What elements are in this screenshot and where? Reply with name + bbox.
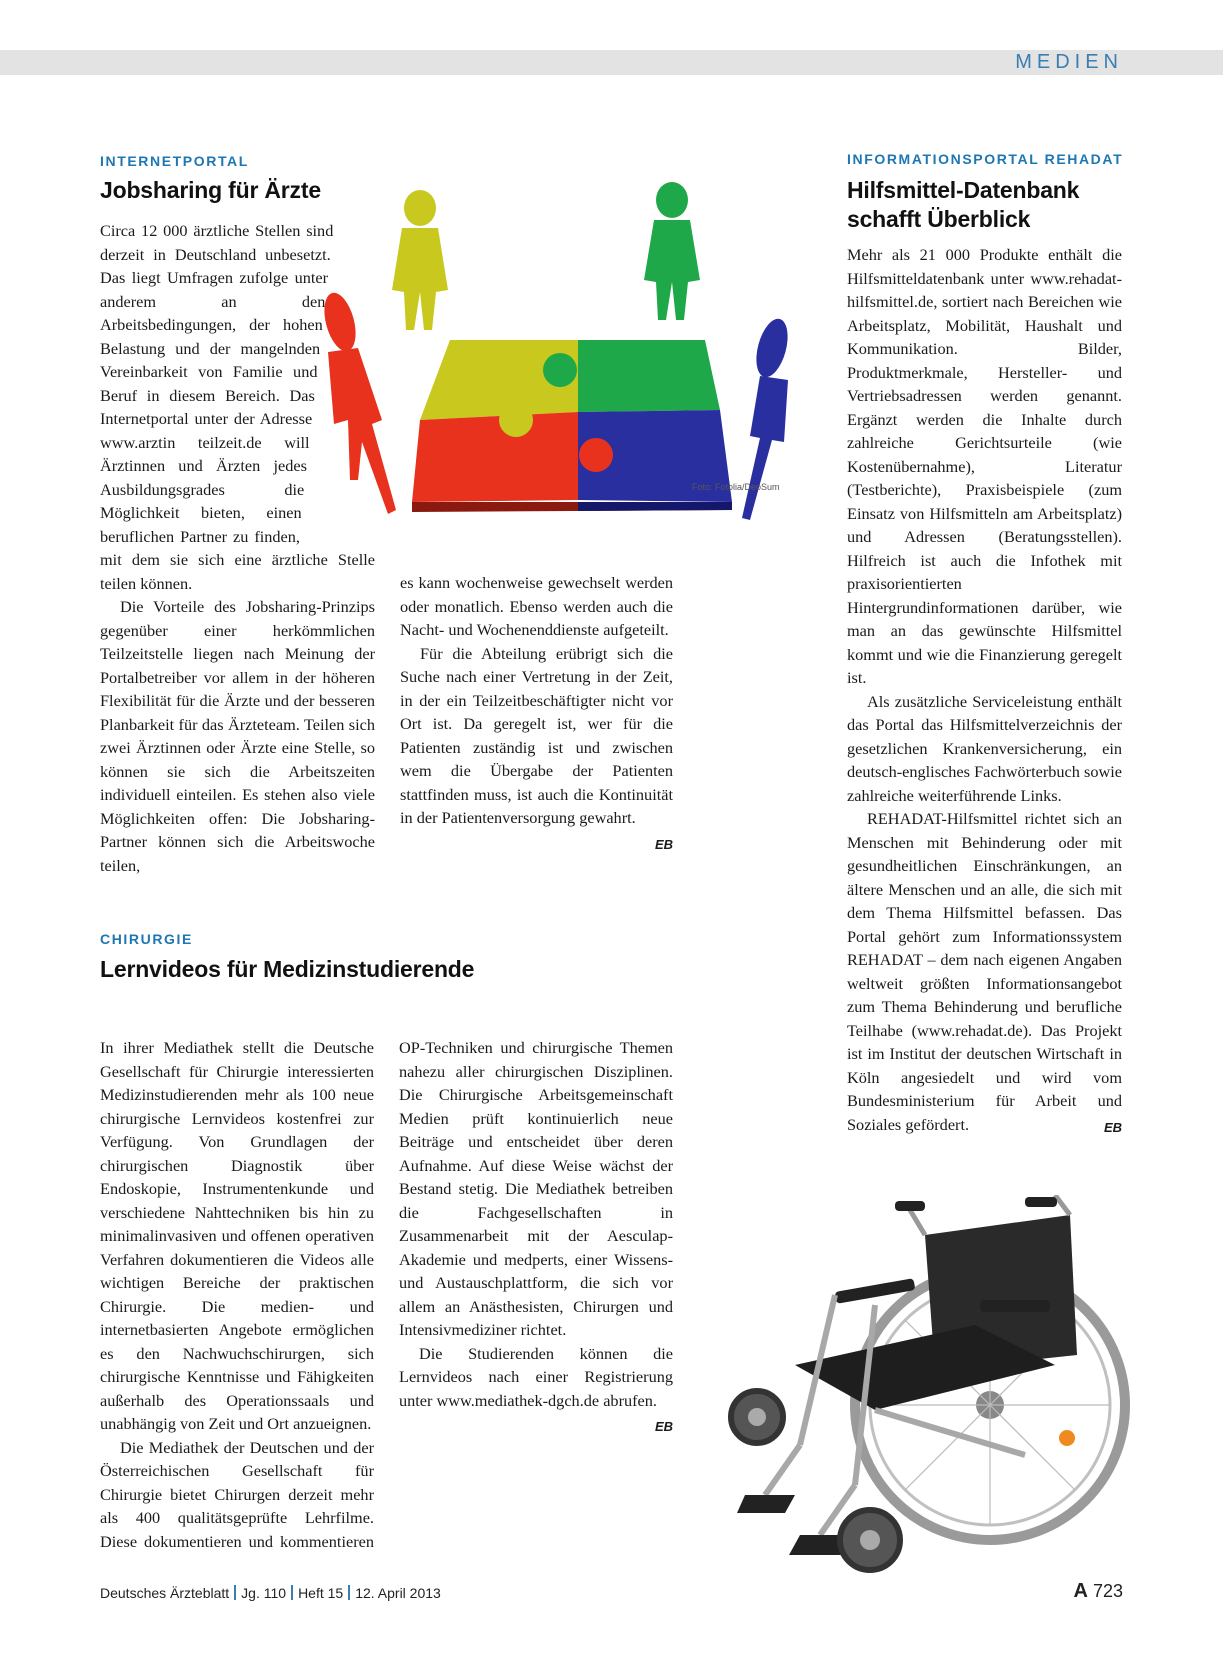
figure-yellow [392, 190, 448, 330]
article1-kicker: INTERNETPORTAL [100, 153, 249, 169]
article2-paragraph: Die Mediathek der Deutschen und der Österreichischen Gesellschaft für Chirurgie bietet Chirurgen derzeit mehr als 400 qualitätsgeprüfte Lehrfilme. Diese dokumentieren und kommentieren OP-Techniken und chirurgische Themen nahezu aller chirurgischen Disziplinen. Die Chirurgische Arbeitsgemeinschaft Medien prüft kontinuierlich neue Beiträge und entscheidet über deren Aufnahme. Auf diese Weise wächst der Bestand stetig. Die Mediathek betreiben die Fachgesellschaften in Zusammenarbeit mit der Aesculap-Akademie und medperts, einer Wissens- und Austauschplattform, die sich vor allem an Anästhesisten, Chirurgen und Intensivmediziner richtet. [100, 1038, 673, 1551]
figure-red [320, 289, 396, 514]
separator [291, 1585, 293, 1600]
issue-date: 12. April 2013 [355, 1585, 441, 1601]
article2-paragraph: Die Studierenden können die Lernvideos nach einer Registrierung unter www.mediathek-dgch.de abrufen. EB [399, 1342, 673, 1413]
article2-body [100, 1036, 673, 1566]
article2-kicker: CHIRURGIE [100, 931, 193, 947]
article1-title: Jobsharing für Ärzte [100, 177, 321, 203]
article1-signature: EB [654, 836, 673, 852]
page-number-value: 723 [1092, 1581, 1123, 1601]
article1-paragraph: Circa 12 000 ärztliche Stellen sind derzeit in Deutschland unbesetzt. Das liegt Umfragen zufolge unter anderem an den Arbeitsbedingungen, der hohen Belastung und der mangelnden Vereinbarkeit von Familie und Beruf in diesem Bereich. Das Internetportal unter der Adresse www.arztin teilzeit.de will Ärztinnen und Ärzten jedes Ausbildungsgrades die Möglichkeit bieten, einen beruflichen Partner zu finden, mit dem sie sich eine ärztliche Stelle teilen können. [100, 221, 375, 593]
footer [100, 1585, 441, 1601]
article3-body [847, 243, 1122, 1139]
article3-paragraph: Mehr als 21 000 Produkte enthält die Hilfsmitteldatenbank unter www.rehadat-hilfsmittel.de, sortiert nach Bereichen wie Arbeitsplatz, Mobilität, Haushalt und Kommunikation. Bilder, Produktmerkmale, Hersteller- und Vertriebsadressen werden genannt. Ergänzt werden die Inhalte durch zahlreiche Gerichtsurteile (wie Kostenübernahme), Literatur (Testberichte), Praxisbeispiele (zum Einsatz von Hilfsmitteln am Arbeitsplatz) und Adressen (Beratungsstellen). Hilfreich ist auch die Infothek mit praxisorientierten Hintergrundinformationen darüber, wie man an das gewünschte Hilfsmittel kommt und wie die Finanzierung geregelt ist. [847, 245, 1122, 687]
page-prefix: A [1073, 1580, 1088, 1602]
article3-paragraph: Als zusätzliche Serviceleistung enthält das Portal das Hilfsmittelverzeichnis der gesetzlichen Krankenversicherung, ein deutsch-englisches Fachwörterbuch sowie zahlreiche weiterführende Links. [847, 691, 1122, 805]
photo-credit: Foto: Fotolia/DeoSum [692, 482, 780, 492]
article2-signature: EB [654, 1419, 673, 1434]
article1-paragraph: Für die Abteilung erübrigt sich die Suche nach einer Vertretung in der Zeit, in der ein Teilzeitbeschäftigter nicht vor Ort ist. Da geregelt ist, wer für die Patienten zuständig ist und zwischen wem die Übergabe der Patienten stattfinden muss, ist auch die Kontinuität in der Patientenversorgung gewahrt. EB [400, 642, 673, 830]
article1-paragraph: Die Vorteile des Jobsharing-Prinzips gegenüber einer herkömmlichen Teilzeitstelle liegen nach Meinung der Portalbetreiber vor allem in der höheren Flexibilität für die Ärzte und der besseren Planbarkeit für das Ärzteteam. Teilen sich zwei Ärztinnen oder Ärzte eine Stelle, so können sie sich die Arbeitszeiten individuell einteilen. Es stehen also viele Möglichkeiten offen: Die Jobsharing-Partner können sich die Arbeitswoche teilen, [100, 597, 375, 875]
issue: Heft 15 [298, 1585, 344, 1601]
article3-kicker: INFORMATIONSPORTAL REHADAT [847, 151, 1124, 167]
section-label: MEDIEN [1015, 51, 1123, 73]
page-number [1073, 1580, 1123, 1603]
figure-green [644, 182, 700, 320]
article1-paragraph: es kann wochenweise gewechselt werden oder monatlich. Ebenso werden auch die Nacht- und Wochenenddienste aufgeteilt. [400, 573, 673, 639]
puzzle-illustration [320, 180, 820, 540]
puzzle-piece-red [412, 412, 578, 502]
puzzle-piece-green [578, 340, 720, 412]
separator [348, 1585, 350, 1600]
article2-title: Lernvideos für Medizinstudierende [100, 956, 475, 982]
article2-paragraph: In ihrer Mediathek stellt die Deutsche Gesellschaft für Chirurgie interessierten Medizinstudierenden mehr als 100 neue chirurgische Lernvideos kostenfrei zur Verfügung. Von Grundlagen der chirurgischen Diagnostik über Endoskopie, Instrumentenkunde und verschiedene Nahttechniken bis hin zu minimalinvasiven und offenen operativen Verfahren dokumentieren die Videos alle wichtigen Bereiche der praktischen Chirurgie. Die medien- und internetbasierten Angebote ermöglichen es den Nachwuchschirurgen, sich chirurgische Kenntnisse und Fähigkeiten außerhalb des Operationssaals und unabhängig von Zeit und Ort anzueignen. [100, 1038, 374, 1433]
footrest [737, 1495, 795, 1513]
article1-column-2 [400, 571, 673, 856]
separator [234, 1585, 236, 1600]
article3-title: Hilfsmittel-Datenbank schafft Überblick [847, 177, 1080, 232]
article3-signature: EB [1103, 1119, 1122, 1135]
wheelchair-illustration [725, 1195, 1135, 1580]
volume: Jg. 110 [241, 1585, 287, 1601]
journal-name: Deutsches Ärzteblatt [100, 1585, 230, 1601]
article3-paragraph: REHADAT-Hilfsmittel richtet sich an Menschen mit Behinderung oder mit gesundheitlichen Einschränkungen, an ältere Menschen und an alle, die sich mit dem Thema Hilfsmittel befassen. Das Portal gehört zum Informationssystem REHADAT – dem nach eigenen Angaben weltweit größten Informationsangebot zum Thema Behinderung und berufliche Teilhabe (www.rehadat.de). Das Projekt ist im Institut der deutschen Wirtschaft in Köln angesiedelt und wird vom Bundesministerium für Arbeit und Soziales gefördert. EB [847, 807, 1122, 1136]
